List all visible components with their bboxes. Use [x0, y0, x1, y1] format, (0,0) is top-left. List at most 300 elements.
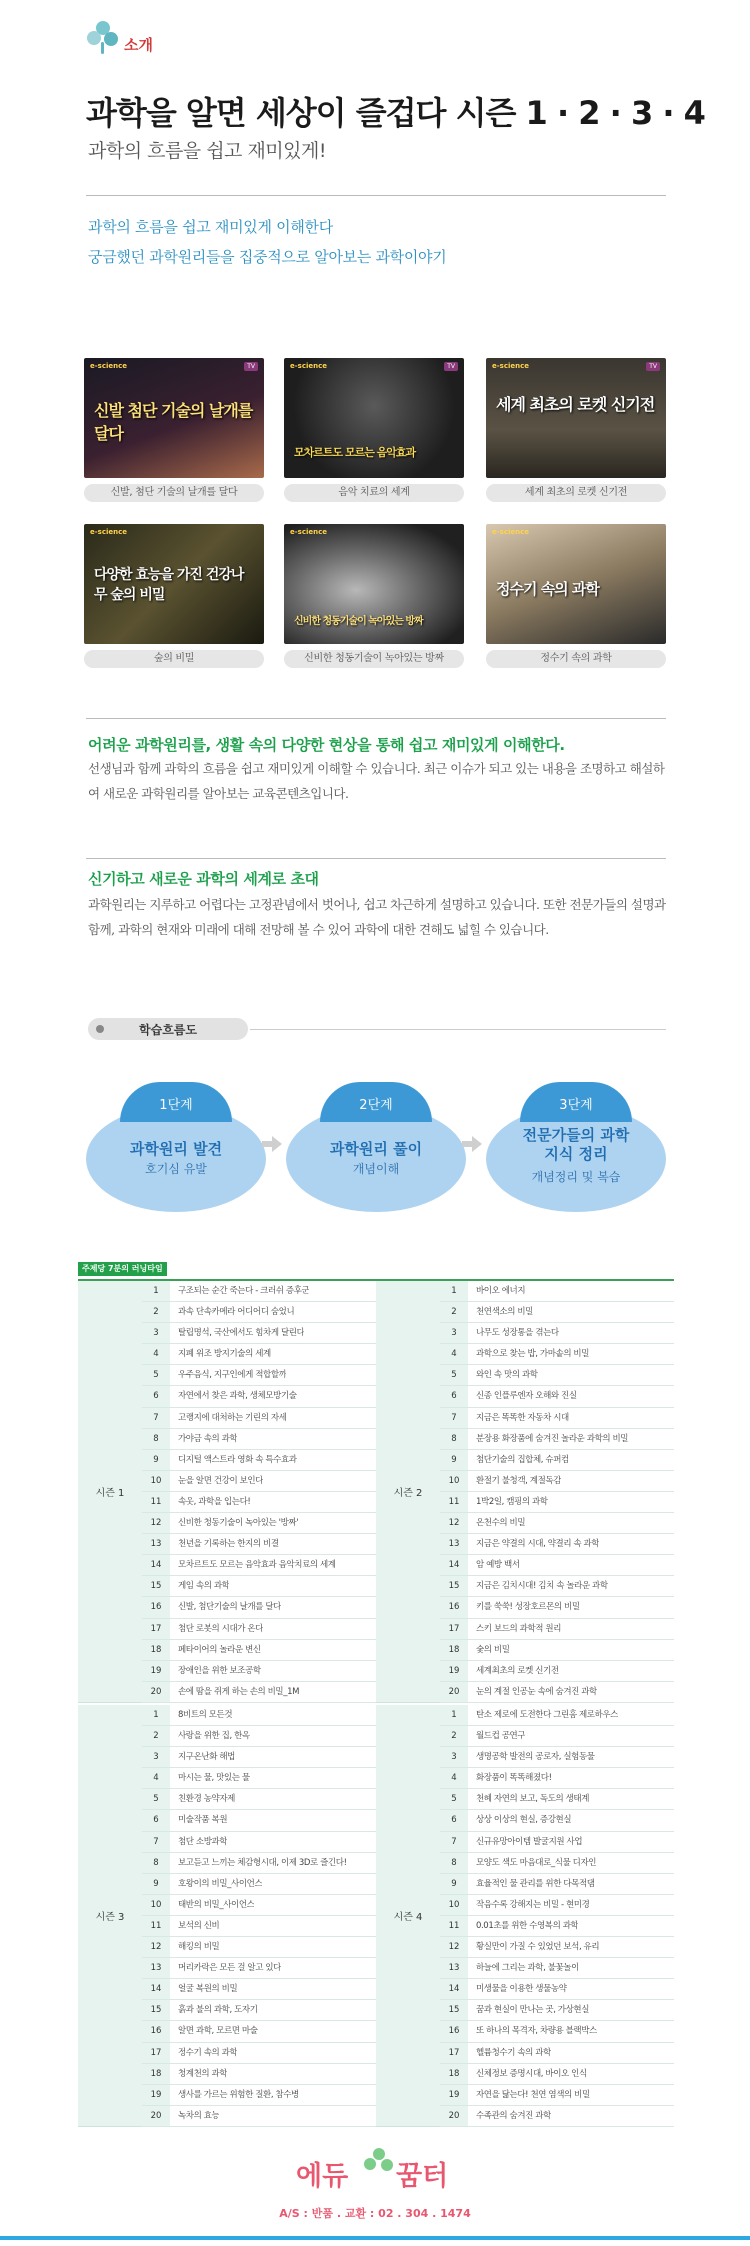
episode-title: 1박2일, 캠핑의 과학	[476, 1496, 548, 1507]
episode-title: 손에 땀을 쥐게 하는 손의 비밀_1M	[178, 1686, 300, 1697]
table-row	[142, 1323, 376, 1344]
row-number: 1	[440, 1705, 468, 1725]
table-row	[440, 1429, 674, 1450]
thumbnail-image	[284, 524, 464, 644]
row-number: 18	[440, 1640, 468, 1660]
episode-title: 고랭지에 대처하는 기린의 자세	[178, 1412, 287, 1423]
episode-title: 지폐 위조 방지기술의 세계	[178, 1349, 271, 1360]
episode-title: 천연색소의 비밀	[476, 1307, 533, 1318]
table-row	[142, 1576, 376, 1597]
thumbnail-rocket[interactable]	[486, 358, 666, 502]
row-number: 19	[440, 1661, 468, 1681]
channel-badge-icon: TV	[444, 362, 458, 371]
season4-list	[440, 1705, 674, 2127]
episode-title: 작음수록 강해지는 비밀 - 현미경	[476, 1899, 590, 1910]
episode-title: 페타이어의 놀라운 변신	[178, 1644, 261, 1655]
row-number: 9	[142, 1874, 170, 1894]
row-number: 11	[142, 1492, 170, 1512]
episode-title: 게임 속의 과학	[178, 1581, 230, 1592]
table-row	[142, 1768, 376, 1789]
row-number: 3	[142, 1323, 170, 1343]
episode-title: 하늘에 그리는 과학, 불꽃놀이	[476, 1963, 579, 1974]
episode-title: 키를 쑥쑥! 성장호르몬의 비밀	[476, 1602, 580, 1613]
program-logo-icon: e-science	[492, 362, 529, 370]
arrow-right-icon	[472, 1136, 482, 1152]
episode-title: 지구온난화 해법	[178, 1752, 235, 1763]
episode-title: 가야금 속의 과학	[178, 1433, 238, 1444]
row-number: 2	[440, 1302, 468, 1322]
table-row	[142, 1895, 376, 1916]
table-row	[440, 1916, 674, 1937]
thumbnail-caption: 정수기 속의 과학	[486, 650, 666, 668]
program-logo-icon: e-science	[290, 362, 327, 370]
table-row	[440, 1789, 674, 1810]
row-number: 12	[440, 1513, 468, 1533]
table-row	[142, 1471, 376, 1492]
episode-title: 신체정보 증명시대, 바이오 인식	[476, 2068, 587, 2079]
row-number: 10	[440, 1471, 468, 1491]
table-row	[142, 1853, 376, 1874]
episode-title: 얼굴 복원의 비밀	[178, 1984, 238, 1995]
page-subtitle: 과학의 흐름을 쉽고 재미있게!	[88, 140, 326, 162]
table-row	[142, 2064, 376, 2085]
episode-title: 마시는 물, 맛있는 물	[178, 1773, 250, 1784]
episode-title: 눈을 알면 건강이 보인다	[178, 1475, 264, 1486]
table-row	[142, 1979, 376, 2000]
season2-label: 시즌 2	[376, 1281, 440, 1703]
program-logo-icon: e-science	[492, 528, 529, 536]
stage-step-label: 2단계	[359, 1098, 393, 1113]
row-number: 17	[440, 2043, 468, 2063]
episode-title: 해킹의 비밀	[178, 1942, 220, 1953]
row-number: 6	[142, 1386, 170, 1406]
episode-title: 화장품이 똑똑해졌다!	[476, 1773, 552, 1784]
episode-title: 상상 이상의 현실, 증강현실	[476, 1815, 572, 1826]
row-number: 15	[142, 2000, 170, 2020]
season2-list	[440, 1281, 674, 1703]
row-number: 16	[142, 1597, 170, 1617]
flow-label	[88, 1018, 248, 1040]
episode-title: 청계천의 과학	[178, 2068, 228, 2079]
row-number: 6	[142, 1810, 170, 1830]
row-number: 19	[142, 2085, 170, 2105]
channel-badge-icon: TV	[244, 362, 258, 371]
table-row	[142, 1619, 376, 1640]
channel-badge-icon: TV	[646, 362, 660, 371]
episode-title: 과학으로 찾는 밥, 가마솥의 비밀	[476, 1349, 590, 1360]
row-number: 3	[440, 1747, 468, 1767]
stage-sub: 호기심 유발	[145, 1162, 207, 1176]
row-number: 2	[142, 1302, 170, 1322]
page-title: 과학을 알면 세상이 즐겁다 시즌 1 · 2 · 3 · 4	[86, 94, 705, 132]
episode-title: 분장용 화장품에 숨겨진 놀라운 과학의 비밀	[476, 1433, 629, 1444]
row-number: 8	[142, 1429, 170, 1449]
lead-line-2: 궁금했던 과학원리들을 집중적으로 알아보는 과학이야기	[88, 248, 447, 266]
table-row	[440, 1619, 674, 1640]
table-row	[142, 1937, 376, 1958]
episode-title: 효율적인 물 관리를 위한 다목적댐	[476, 1878, 595, 1889]
table-row	[440, 1661, 674, 1682]
table-row	[440, 1365, 674, 1386]
table-row	[440, 1492, 674, 1513]
episode-title: 장애인을 위한 보조공학	[178, 1665, 261, 1676]
stage-main: 과학원리 풀이	[329, 1140, 423, 1158]
table-row	[440, 1747, 674, 1768]
row-number: 15	[440, 2000, 468, 2020]
episode-title: 첨단기술의 집합체, 슈퍼컴	[476, 1454, 569, 1465]
episode-title: 황실만이 가질 수 있었던 보석, 유리	[476, 1942, 600, 1953]
thumbnail-forest[interactable]	[84, 524, 264, 668]
table-row	[142, 1958, 376, 1979]
row-number: 3	[440, 1323, 468, 1343]
stage-main: 전문가들의 과학지식 정리	[522, 1126, 630, 1163]
season3-list	[142, 1705, 376, 2127]
episode-title: 우주음식, 지구인에게 적합할까	[178, 1370, 287, 1381]
table-row	[142, 2021, 376, 2042]
table-row	[440, 1576, 674, 1597]
flow-label-text: 학습흐름도	[139, 1023, 197, 1037]
row-number: 4	[440, 1344, 468, 1364]
row-number: 17	[142, 1619, 170, 1639]
stage-step	[520, 1082, 632, 1122]
table-row	[440, 1323, 674, 1344]
episode-title: 과속 단속카메라 어디어디 숨었니	[178, 1307, 295, 1318]
table-row	[440, 1853, 674, 1874]
table-row	[440, 1513, 674, 1534]
intro-label: 소개	[124, 36, 153, 54]
episode-title: 수족관의 숨겨진 과학	[476, 2110, 551, 2121]
runtime-badge: 주제당 7분의 러닝타임	[78, 1262, 167, 1276]
row-number: 4	[440, 1768, 468, 1788]
episode-title: 탄소 제로에 도전한다 그린홈 제로하우스	[476, 1710, 618, 1720]
row-number: 11	[440, 1492, 468, 1512]
row-number: 7	[142, 1832, 170, 1852]
episode-title: 속옷, 과학을 입는다!	[178, 1496, 251, 1507]
episode-title: 신발, 첨단기술의 날개를 달다	[178, 1602, 281, 1613]
row-number: 15	[142, 1576, 170, 1596]
table-row	[142, 2000, 376, 2021]
row-number: 3	[142, 1747, 170, 1767]
table-row	[142, 1810, 376, 1831]
table-row	[142, 1597, 376, 1618]
table-row	[142, 1344, 376, 1365]
table-row	[142, 1302, 376, 1323]
episode-title: 환절기 불청객, 계절독감	[476, 1475, 562, 1486]
season1-label: 시즌 1	[78, 1281, 142, 1703]
thumbnail-bangjja[interactable]	[284, 524, 464, 668]
footer-bar	[0, 2236, 750, 2240]
table-row	[142, 1705, 376, 1726]
row-number: 6	[440, 1386, 468, 1406]
table-row	[142, 1789, 376, 1810]
episode-title: 생사를 가르는 위험한 질환, 참수병	[178, 2089, 299, 2100]
table-row	[440, 1450, 674, 1471]
episode-title: 보석의 신비	[178, 1920, 220, 1931]
flow-divider	[250, 1029, 666, 1030]
episode-title: 스키 보드의 과학적 원리	[476, 1623, 562, 1634]
row-number: 5	[142, 1789, 170, 1809]
table-row	[440, 1281, 674, 1302]
thumbnail-overlay-text: 신비한 청동기술이 녹아있는 방짜	[294, 616, 423, 627]
table-row	[440, 1874, 674, 1895]
table-row	[142, 1534, 376, 1555]
episode-title: 알면 과학, 모르면 마술	[178, 2026, 258, 2037]
divider	[86, 195, 666, 196]
program-logo-icon: e-science	[290, 528, 327, 536]
episode-title: 8비트의 모든것	[178, 1710, 233, 1720]
episode-title: 호왕이의 비밀_사이언스	[178, 1878, 263, 1889]
episode-title: 미생물을 이용한 생물농약	[476, 1984, 567, 1995]
flow-stage-2	[286, 1082, 466, 1212]
section2-body: 과학원리는 지루하고 어렵다는 고정관념에서 벗어나, 쉽고 차근하게 설명하고 있습니다. 또한 전문가들의 설명과 함께, 과학의 현재와 미래에 대해 전망해 볼 수 있어 과학에 대한 견해도 넓힐 수 있습니다.	[88, 897, 666, 937]
thumbnail-music[interactable]	[284, 358, 464, 502]
clover-icon	[86, 20, 120, 54]
episode-title: 천년을 기록하는 한지의 비결	[178, 1539, 279, 1550]
row-number: 13	[440, 1958, 468, 1978]
row-number: 5	[440, 1365, 468, 1385]
table-row	[142, 1513, 376, 1534]
brand-text-a: 에듀	[296, 2161, 349, 2192]
row-number: 14	[142, 1979, 170, 1999]
episode-title: 신비한 청동기술이 녹아있는 '방짜'	[178, 1518, 299, 1529]
thumbnail-shoes[interactable]	[84, 358, 264, 502]
episode-title: 숯의 비밀	[476, 1644, 510, 1655]
arrow-right-icon	[272, 1136, 282, 1152]
row-number: 20	[440, 2106, 468, 2126]
thumbnail-caption: 음악 치료의 세계	[284, 484, 464, 502]
row-number: 8	[440, 1429, 468, 1449]
row-number: 14	[440, 1555, 468, 1575]
episode-title: 녹차의 효능	[178, 2110, 220, 2121]
row-number: 8	[440, 1853, 468, 1873]
row-number: 1	[142, 1705, 170, 1725]
row-number: 1	[440, 1281, 468, 1301]
episode-title: 신규유망아이템 발굴지원 사업	[476, 1836, 583, 1847]
row-number: 10	[440, 1895, 468, 1915]
section1-body: 선생님과 함께 과학의 흐름을 쉽고 재미있게 이해할 수 있습니다. 최근 이슈가 되고 있는 내용을 조명하고 해설하여 새로운 과학원리를 알아보는 교육콘텐츠입니다.	[88, 761, 665, 801]
table-row	[440, 2064, 674, 2085]
table-row	[142, 1682, 376, 1703]
row-number: 4	[142, 1768, 170, 1788]
table-row	[142, 1874, 376, 1895]
table-row	[142, 1450, 376, 1471]
episode-title: 헬륨청수기 속의 과학	[476, 2047, 551, 2058]
row-number: 12	[142, 1513, 170, 1533]
thumbnail-purifier[interactable]	[486, 524, 666, 668]
table-row	[440, 2043, 674, 2064]
table-row	[440, 1810, 674, 1831]
episode-title: 사랑을 위한 집, 한옥	[178, 1731, 250, 1742]
row-number: 10	[142, 1471, 170, 1491]
stage-step	[320, 1082, 432, 1122]
brand-logo	[296, 2148, 456, 2192]
episode-title: 지금은 똑똑한 자동차 시대	[476, 1412, 569, 1423]
episode-title: 디지털 액스트라 영화 속 특수효과	[178, 1454, 297, 1465]
episode-title: 모차르트도 모르는 음악효과 음악치료의 세계	[178, 1560, 336, 1571]
thumbnail-image	[284, 358, 464, 478]
flow-stage-3	[486, 1082, 666, 1212]
table-row	[440, 1895, 674, 1916]
row-number: 10	[142, 1895, 170, 1915]
row-number: 6	[440, 1810, 468, 1830]
episode-title: 또 하나의 목격자, 차량용 블랙박스	[476, 2026, 597, 2037]
program-logo-icon: e-science	[90, 528, 127, 536]
episode-title: 바이오 에너지	[476, 1286, 526, 1296]
brand-text-b: 꿈터	[396, 2161, 449, 2192]
thumbnail-overlay-text: 세계 최초의 로켓 신기전	[496, 395, 655, 414]
row-number: 20	[142, 1682, 170, 1702]
table-row	[142, 2043, 376, 2064]
section1-heading: 어려운 과학원리를, 생활 속의 다양한 현상을 통해 쉽고 재미있게 이해한다.	[88, 736, 565, 754]
episode-title: 미술작품 복원	[178, 1815, 228, 1826]
episode-title: 보고듣고 느끼는 체감형시대, 이제 3D로 즐긴다!	[178, 1857, 347, 1868]
row-number: 14	[440, 1979, 468, 1999]
table-row	[440, 1682, 674, 1703]
episode-title: 친환경 농약자제	[178, 1794, 235, 1805]
row-number: 17	[142, 2043, 170, 2063]
episode-title: 와인 속 맛의 과학	[476, 1370, 538, 1381]
section2-heading: 신기하고 새로운 과학의 세계로 초대	[88, 870, 319, 888]
intro-tag	[86, 18, 153, 55]
table-row	[142, 2085, 376, 2106]
clover-icon	[364, 2148, 394, 2178]
episode-title: 정수기 속의 과학	[178, 2047, 238, 2058]
episode-title: 세계최초의 로켓 신기전	[476, 1665, 559, 1676]
row-number: 12	[440, 1937, 468, 1957]
table-row	[440, 2021, 674, 2042]
episode-title: 지금은 약결의 시대, 약결리 속 과학	[476, 1539, 600, 1550]
episode-title: 생명공학 발전의 공로자, 실험동물	[476, 1752, 595, 1763]
episode-title: 지금은 김치시대! 김치 속 놀라운 과학	[476, 1581, 608, 1592]
row-number: 18	[142, 1640, 170, 1660]
row-number: 18	[142, 2064, 170, 2084]
row-number: 4	[142, 1344, 170, 1364]
episode-title: 눈의 계절 인공눈 속에 숨겨진 과학	[476, 1686, 597, 1697]
row-number: 9	[440, 1874, 468, 1894]
row-number: 5	[440, 1789, 468, 1809]
row-number: 18	[440, 2064, 468, 2084]
thumbnail-caption: 숲의 비밀	[84, 650, 264, 668]
row-number: 11	[142, 1916, 170, 1936]
episode-title: 모양도 색도 마음대로_식물 디자인	[476, 1857, 597, 1868]
thumbnail-image	[84, 358, 264, 478]
thumbnail-overlay-text: 정수기 속의 과학	[496, 580, 599, 598]
row-number: 13	[440, 1534, 468, 1554]
episode-title: 머리카락은 모든 걸 알고 있다	[178, 1963, 281, 1974]
row-number: 1	[142, 1281, 170, 1301]
episode-title: 암 예방 백서	[476, 1560, 520, 1571]
stage-sub: 개념이해	[352, 1162, 400, 1176]
episode-title: 첨단 로봇의 시대가 온다	[178, 1623, 264, 1634]
table-row	[142, 1726, 376, 1747]
row-number: 9	[440, 1450, 468, 1470]
table-row	[440, 1302, 674, 1323]
episode-title: 자연에서 찾은 과학, 생체모방기술	[178, 1391, 297, 1402]
table-row	[142, 2106, 376, 2127]
episode-title: 월드컵 공연구	[476, 1731, 526, 1742]
row-number: 13	[142, 1534, 170, 1554]
thumbnail-overlay-text: 신발 첨단 기술의 날개를 달다	[94, 401, 253, 443]
thumbnail-caption: 신비한 청동기술이 녹아있는 방짜	[284, 650, 464, 668]
episode-title: 자연을 닮는다! 천연 염색의 비밀	[476, 2089, 590, 2100]
table-row	[142, 1661, 376, 1682]
flow-stage-1	[86, 1082, 266, 1212]
episode-title: 첨단 소방과학	[178, 1836, 228, 1847]
episode-title: 나무도 성장통을 겪는다	[476, 1328, 559, 1339]
table-row	[142, 1386, 376, 1407]
row-number: 5	[142, 1365, 170, 1385]
lead-line-1: 과학의 흐름을 쉽고 재미있게 이해한다	[88, 218, 333, 236]
table-row	[440, 1534, 674, 1555]
row-number: 15	[440, 1576, 468, 1596]
table-row	[142, 1916, 376, 1937]
thumbnail-image	[84, 524, 264, 644]
stage-step-label: 3단계	[559, 1098, 593, 1113]
row-number: 2	[440, 1726, 468, 1746]
table-row	[440, 1705, 674, 1726]
row-number: 17	[440, 1619, 468, 1639]
row-number: 7	[142, 1408, 170, 1428]
row-number: 14	[142, 1555, 170, 1575]
row-number: 11	[440, 1916, 468, 1936]
table-row	[440, 2000, 674, 2021]
stage-main: 과학원리 발견	[129, 1140, 223, 1158]
table-row	[440, 2085, 674, 2106]
table-row	[440, 2106, 674, 2127]
table-row	[142, 1281, 376, 1302]
stage-step-label: 1단계	[159, 1098, 193, 1113]
table-row	[440, 1408, 674, 1429]
table-row	[142, 1832, 376, 1853]
table-row	[440, 1768, 674, 1789]
season1-list	[142, 1281, 376, 1703]
episode-title: 천혜 자연의 보고, 독도의 생태계	[476, 1794, 590, 1805]
footer-contact: A/S : 반품 . 교환 : 02 . 304 . 1474	[279, 2207, 471, 2220]
row-number: 7	[440, 1832, 468, 1852]
stage-step	[120, 1082, 232, 1122]
program-logo-icon: e-science	[90, 362, 127, 370]
row-number: 16	[440, 2021, 468, 2041]
divider	[86, 718, 666, 719]
divider	[86, 858, 666, 859]
row-number: 16	[142, 2021, 170, 2041]
season3-label: 시즌 3	[78, 1705, 142, 2127]
row-number: 16	[440, 1597, 468, 1617]
thumbnail-caption: 신발, 첨단 기술의 날개를 달다	[84, 484, 264, 502]
row-number: 12	[142, 1937, 170, 1957]
episode-title: 태반의 비밀_사이언스	[178, 1899, 255, 1910]
episode-title: 온천수의 비밀	[476, 1518, 526, 1529]
episode-title: 0.01초를 위한 수영복의 과학	[476, 1920, 579, 1931]
thumbnail-overlay-text: 다양한 효능을 가진 건강나무 숲의 비밀	[94, 567, 244, 603]
episode-title: 구조되는 순간 죽는다 - 크러쉬 증후군	[178, 1286, 310, 1296]
row-number: 20	[440, 1682, 468, 1702]
table-row	[142, 1429, 376, 1450]
episode-title: 탈립명석, 국산에서도 힘차게 달린다	[178, 1328, 305, 1339]
season4-label: 시즌 4	[376, 1705, 440, 2127]
row-number: 7	[440, 1408, 468, 1428]
thumbnail-image	[486, 524, 666, 644]
row-number: 2	[142, 1726, 170, 1746]
row-number: 8	[142, 1853, 170, 1873]
table-row	[440, 1597, 674, 1618]
table-row	[142, 1492, 376, 1513]
row-number: 20	[142, 2106, 170, 2126]
table-row	[142, 1747, 376, 1768]
episode-title: 꿈과 현실이 만나는 곳, 가상현실	[476, 2005, 590, 2016]
table-row	[440, 1979, 674, 2000]
table-row	[440, 1640, 674, 1661]
